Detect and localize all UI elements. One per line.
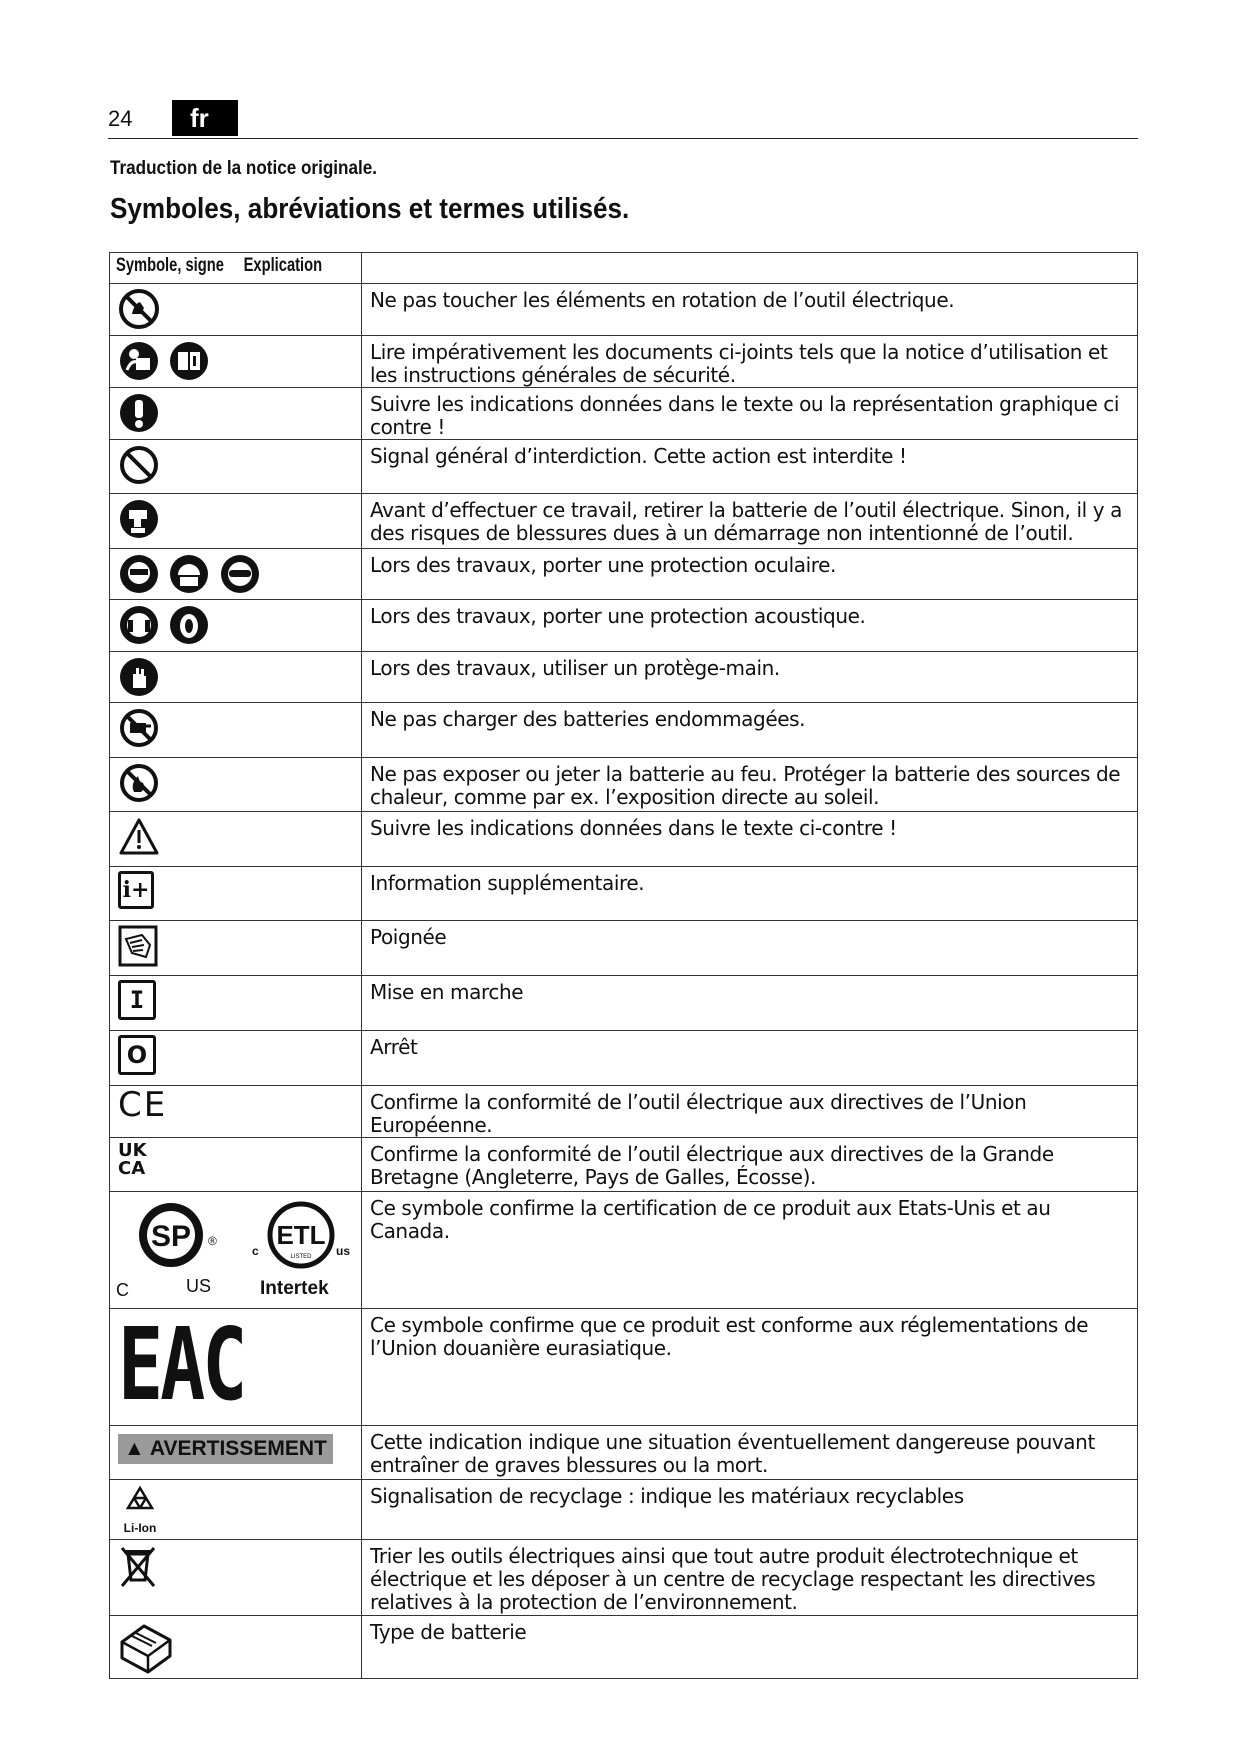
switch-on-label: I [129,986,145,1014]
table-row [110,703,1138,758]
page-title: Symboles, abréviations et termes utilisés. [110,193,630,225]
prohibition-icon [118,444,160,486]
ear-muff-icon [168,604,210,646]
switch-off-icon [118,1035,156,1075]
hand-protection-icon [118,656,160,698]
safety-goggles-icon [219,553,261,595]
no-touch-rotating-icon [118,288,160,330]
explanation-cell: Confirme la conformité de l’outil électrique aux directives de la Grande Bretagne (Angleterre, Pays de Galles, Écosse). [362,1138,1138,1192]
table-row [110,1192,1138,1309]
eac-mark-label: EAC [118,1306,245,1423]
explanation-cell: Information supplémentaire. [362,867,1138,921]
symbol-cell [110,758,362,812]
etl-c-label: c [252,1244,259,1258]
symbol-cell [110,1138,362,1192]
symbol-cell [110,336,362,388]
recycling-arrows-icon [122,1484,158,1520]
page-header [108,100,1138,139]
helmet-visor-icon [168,553,210,595]
intertek-label: Intertek [260,1278,329,1299]
symbol-cell [110,976,362,1031]
table-row [110,758,1138,812]
info-plus-icon [118,871,154,909]
ukca-line-2: CA [118,1158,146,1179]
symbol-cell [110,1192,362,1309]
csa-us-label: US [186,1276,212,1296]
explanation-cell: Poignée [362,921,1138,976]
explanation-cell: Cette indication indique une situation éventuellement dangereuse pouvant entraîner de graves blessures ou la mort. [362,1426,1138,1480]
symbols-table [109,252,1138,1679]
explanation-cell: Mise en marche [362,976,1138,1031]
symbol-cell [110,1306,362,1426]
warning-badge-label: AVERTISSEMENT [149,1437,327,1460]
symbol-cell [110,812,362,867]
explanation-cell: Ne pas toucher les éléments en rotation de l’outil électrique. [362,284,1138,336]
table-row [110,1480,1138,1540]
explanation-cell: Ce symbole confirme la certification de ce produit aux Etats-Unis et au Canada. [362,1192,1138,1309]
column-header-empty [362,253,1138,284]
symbol-cell [110,494,362,549]
symbol-cell [110,1031,362,1086]
csa-reg-label: ® [208,1234,217,1248]
column-header-symbol: Symbole, signe [116,255,224,276]
explanation-cell: Arrêt [362,1031,1138,1086]
table-row [110,1086,1138,1138]
table-row [110,440,1138,494]
symbol-cell [110,652,362,703]
symbol-cell [110,703,362,758]
handle-icon [118,925,158,967]
explanation-cell: Ne pas exposer ou jeter la batterie au feu. Protéger la batterie des sources de chaleur, comme par ex. l’exposition directe au soleil. [362,758,1138,812]
ukca-line-1: UK [118,1140,147,1161]
explanation-cell: Lors des travaux, utiliser un protège-main. [362,652,1138,703]
explanation-cell: Lors des travaux, porter une protection acoustique. [362,600,1138,652]
ce-mark-label: CE [118,1085,168,1125]
table-row [110,284,1138,336]
column-header-explanation: Explication [243,255,322,276]
battery-type-icon [118,1620,174,1674]
symbol-cell [110,1616,362,1679]
table-row [110,549,1138,600]
no-charging-damaged-battery-icon [118,707,160,749]
table-row [110,1138,1138,1192]
ear-protection-icon [118,604,160,646]
symbol-cell [110,1426,362,1480]
explanation-cell: Type de batterie [362,1616,1138,1679]
table-row [110,1309,1138,1426]
explanation-cell: Trier les outils électriques ainsi que tout autre produit électrotechnique et électrique et les déposer à un centre de recyclage respectant les directives relatives à la protection de l’environnement. [362,1540,1138,1616]
csa-logo-text: SP [150,1220,192,1253]
symbol-cell [110,440,362,494]
explanation-cell: Signal général d’interdiction. Cette action est interdite ! [362,440,1138,494]
symbol-cell [110,921,362,976]
eac-mark-icon [118,1306,245,1423]
table-row [110,388,1138,440]
symbol-cell [110,1480,362,1540]
recycling-li-ion-icon [118,1484,162,1535]
explanation-cell: Signalisation de recyclage : indique les matériaux recyclables [362,1480,1138,1540]
table-row [110,1616,1138,1679]
warning-badge-icon [118,1434,333,1464]
table-row [110,976,1138,1031]
book-icon [168,340,210,382]
etl-us-label: us [336,1244,351,1258]
table-row [110,336,1138,388]
warning-triangle-icon [118,816,160,858]
document-subtitle: Traduction de la notice originale. [110,158,378,179]
csa-c-label: C [116,1280,129,1300]
etl-logo-text: ETL [276,1220,326,1250]
etl-logo-icon [266,1200,336,1270]
info-plus-label: i+ [122,877,150,903]
table-header-row [110,253,1138,284]
page-number: 24 [108,106,133,131]
weee-crossed-bin-icon [118,1544,158,1590]
table-row [110,867,1138,921]
etl-intertek-icon [252,1198,352,1304]
symbol-cell [110,549,362,600]
explanation-cell: Ce symbole confirme que ce produit est conforme aux réglementations de l’Union douanière eurasiatique. [362,1309,1138,1426]
explanation-cell: Lors des travaux, porter une protection oculaire. [362,549,1138,600]
table-row [110,1540,1138,1616]
table-row [110,1031,1138,1086]
explanation-cell: Suivre les indications données dans le texte ou la représentation graphique ci contre ! [362,388,1138,440]
table-row [110,652,1138,703]
ukca-mark-icon [118,1142,147,1178]
li-ion-label: Li-Ion [123,1521,157,1535]
symbol-cell [110,1540,362,1616]
explanation-cell: Avant d’effectuer ce travail, retirer la batterie de l’outil électrique. Sinon, il y a des risques de blessures dues à un démarrage non intentionné de l’outil. [362,494,1138,549]
symbol-cell [110,284,362,336]
table-row [110,1426,1138,1480]
explanation-cell: Lire impérativement les documents ci-joints tels que la notice d’utilisation et les instructions générales de sécurité. [362,336,1138,388]
read-manual-icon [118,340,160,382]
table-row [110,921,1138,976]
column-header-cell [110,253,362,284]
csa-mark-icon [116,1200,226,1300]
table-row [110,812,1138,867]
warning-badge-triangle-icon: ▲ [124,1437,145,1460]
etl-listed-text: LISTED [290,1254,312,1260]
switch-off-label: O [126,1041,148,1069]
table-row [110,600,1138,652]
symbol-cell [110,388,362,440]
symbol-cell [110,600,362,652]
table-row [110,494,1138,549]
explanation-cell: Ne pas charger des batteries endommagées. [362,703,1138,758]
face-shield-icon [118,553,160,595]
language-badge: fr [172,100,238,136]
switch-on-icon [118,980,156,1020]
explanation-cell: Suivre les indications données dans le texte ci-contre ! [362,812,1138,867]
explanation-cell: Confirme la conformité de l’outil électrique aux directives de l’Union Européenne. [362,1086,1138,1138]
symbol-cell [110,1086,362,1138]
ce-mark-icon [118,1085,168,1125]
no-fire-battery-icon [118,762,160,804]
csa-logo-icon [136,1200,206,1270]
symbol-cell [110,867,362,921]
remove-battery-icon [118,498,160,540]
mandatory-exclamation-icon [118,392,160,434]
